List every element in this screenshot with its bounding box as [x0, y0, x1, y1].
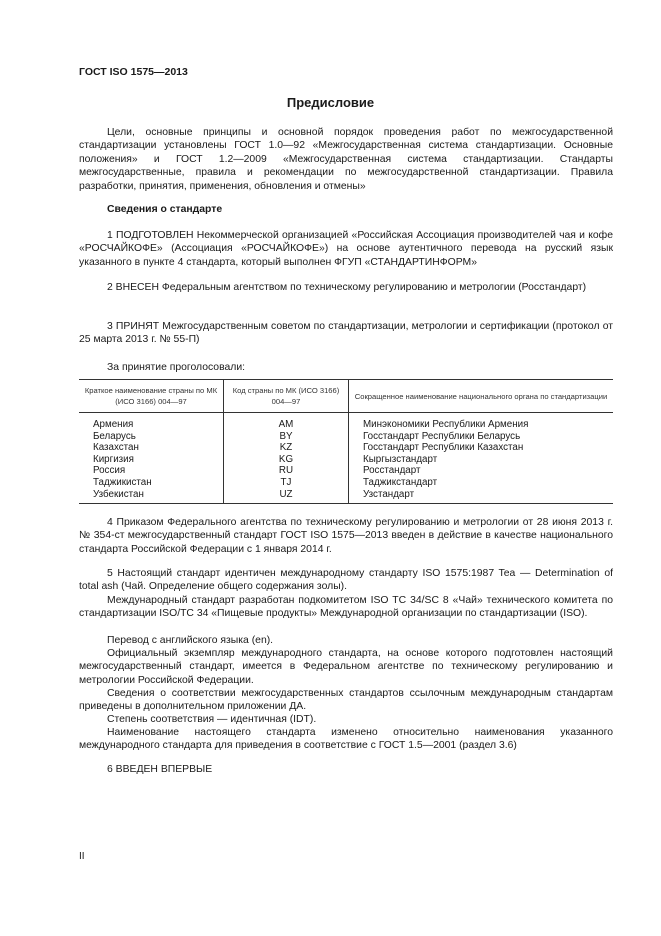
- table-row: [79, 465, 613, 477]
- national-body-cell: Минэкономики Республики Армения: [363, 419, 529, 430]
- item-5-degree-paragraph: Степень соответствия — идентичная (IDT).: [107, 714, 317, 725]
- country-code-cell: KZ: [224, 442, 349, 454]
- country-name-cell: Узбекистан: [79, 489, 224, 504]
- voting-states-table: [79, 379, 613, 504]
- voted-label: За принятие проголосовали:: [107, 362, 246, 373]
- table-row: [79, 431, 613, 443]
- item-2-paragraph: 2 ВНЕСЕН Федеральным агентством по техническому регулированию и метрологии (Росстандарт): [107, 282, 587, 293]
- item-5-subcommittee-paragraph: Международный стандарт разработан подкомитетом ISO TC 34/SC 8 «Чай» технического комитета по стандартизации ISO/TC 34 «Пищевые продукты» Международной организации по стандартизации (ISO).: [79, 595, 613, 620]
- item-5-translation-paragraph: Перевод с английского языка (en).: [107, 635, 274, 646]
- country-name-cell: Россия: [93, 465, 126, 477]
- intro-paragraph: Цели, основные принципы и основной порядок проведения работ по межгосударственной стандартизации установлены ГОСТ 1.0—92 «Межгосударственная система стандартизации. Основные положения» и ГОСТ 1.2—2009 «Межгосударственная система стандартизации. Стандарты межгосударственные, правила и рекомендации по межгосударственной стандартизации. Правила разработки, принятия, применения, обновления и отмены»: [79, 127, 613, 192]
- item-5-paragraph: 5 Настоящий стандарт идентичен международному стандарту ISO 1575:1987 Tea — Determination of total ash (Чай. Определение общего содержания золы).: [79, 568, 613, 593]
- page-number: II: [79, 851, 85, 862]
- item-4-paragraph: 4 Приказом Федерального агентства по техническому регулированию и метрологии от 28 июня 2013 г. № 354-ст межгосударственный стандарт ГОСТ ISO 1575—2013 введен в действие в качестве национального стандарта Российской Федерации с 1 января 2014 г.: [79, 517, 613, 555]
- national-body-cell: Госстандарт Республики Беларусь: [363, 430, 521, 442]
- item-5-official-copy-paragraph: Официальный экземпляр международного стандарта, на основе которого подготовлен настоящий межгосударственный стандарт, имеется в Федеральном агентстве по техническому регулированию и метрологии Российской Федерации.: [79, 648, 613, 686]
- header-national-body: Сокращенное наименование национального органа по стандартизации: [349, 380, 614, 413]
- table-row: [79, 489, 613, 504]
- table-row: [79, 442, 613, 454]
- country-code-cell: AM: [224, 413, 349, 431]
- national-body-cell: Кыргызстандарт: [363, 453, 438, 465]
- item-5-references-paragraph: Сведения о соответствии межгосударственных стандартов ссылочным международным стандартам приведены в дополнительном приложении ДА.: [79, 688, 613, 713]
- country-code-cell: UZ: [224, 489, 349, 504]
- item-5-name-change-paragraph: Наименование настоящего стандарта изменено относительно наименования указанного международного стандарта для приведения в соответствие с ГОСТ 1.5—2001 (раздел 3.6): [79, 727, 613, 752]
- country-code-cell: KG: [224, 454, 349, 466]
- item-1-paragraph: 1 ПОДГОТОВЛЕН Некоммерческой организацией «Российская Ассоциация производителей чая и кофе «РОСЧАЙКОФЕ» (Ассоциация «РОСЧАЙКОФЕ») на основе аутентичного перевода на русский язык указанного в пункте 4 стандарта, который выполнен ФГУП «СТАНДАРТИНФОРМ»: [79, 230, 613, 268]
- item-3-paragraph: 3 ПРИНЯТ Межгосударственным советом по стандартизации, метрологии и сертификации (протокол от 25 марта 2013 г. № 55-П): [79, 321, 613, 346]
- country-name-cell: Таджикистан: [93, 476, 152, 488]
- country-code-cell: BY: [224, 431, 349, 443]
- document-code: ГОСТ ISO 1575—2013: [79, 66, 188, 78]
- country-name-cell: Армения: [93, 419, 134, 430]
- country-name-cell: Беларусь: [93, 430, 136, 442]
- country-code-cell: RU: [224, 465, 349, 477]
- page-title: Предисловие: [286, 95, 375, 110]
- table-row: [79, 413, 613, 431]
- header-country-name: Краткое наименование страны по МК (ИСО 3166) 004—97: [79, 380, 224, 413]
- national-body-cell: Росстандарт: [363, 465, 421, 477]
- national-body-cell: Узстандарт: [349, 489, 614, 504]
- national-body-cell: Госстандарт Республики Казахстан: [363, 442, 524, 454]
- item-6-paragraph: 6 ВВЕДЕН ВПЕРВЫЕ: [107, 764, 213, 775]
- table-header-row: [79, 380, 613, 413]
- header-country-code: Код страны по МК (ИСО 3166) 004—97: [224, 380, 349, 413]
- country-name-cell: Казахстан: [93, 442, 139, 454]
- country-name-cell: Киргизия: [93, 453, 134, 465]
- table-row: [79, 477, 613, 489]
- national-body-cell: Таджикстандарт: [363, 476, 438, 488]
- table-row: [79, 454, 613, 466]
- country-code-cell: TJ: [224, 477, 349, 489]
- section-title: Сведения о стандарте: [107, 204, 223, 215]
